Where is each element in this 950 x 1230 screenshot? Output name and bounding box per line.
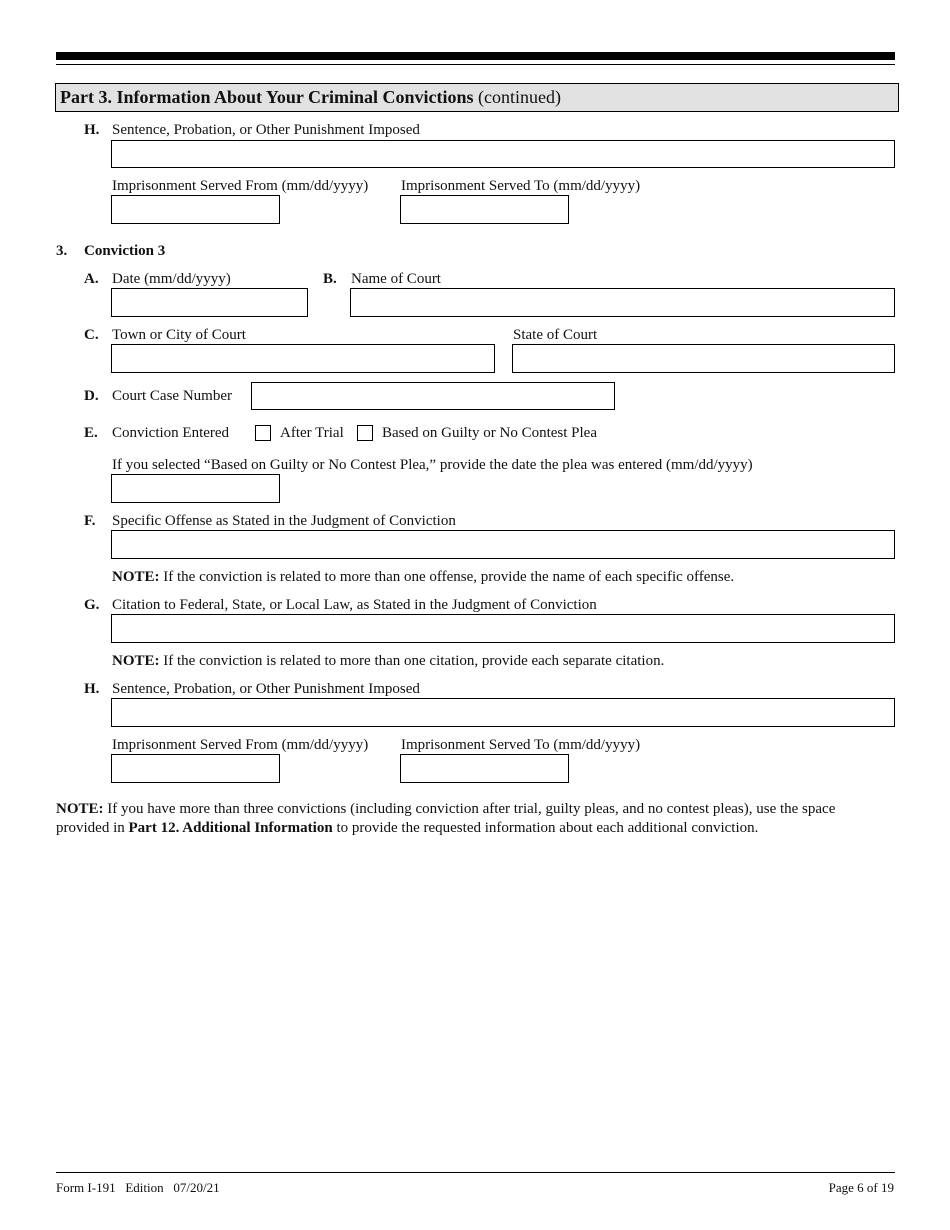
h-letter: H.	[84, 681, 100, 697]
guilty-plea-checkbox[interactable]	[357, 425, 373, 441]
part-suffix: (continued)	[473, 87, 561, 107]
final-note-text1: If you have more than three convictions (including conviction after trial, guilty pleas, and no contest pleas), use the space	[103, 801, 836, 817]
conviction-number: 3.	[56, 243, 68, 259]
final-note-line2	[56, 819, 758, 837]
footer-form-edition: Form I-191 Edition 07/20/21	[56, 1180, 220, 1195]
served-to-label: Imprisonment Served To (mm/dd/yyyy)	[401, 737, 641, 753]
served-to-input[interactable]	[400, 754, 569, 783]
prev-to-label: Imprisonment Served To (mm/dd/yyyy)	[401, 178, 641, 194]
a-letter: A.	[84, 271, 99, 287]
plea-date-input[interactable]	[111, 474, 280, 503]
served-from-input[interactable]	[111, 754, 280, 783]
e-letter: E.	[84, 425, 98, 441]
final-note-part-ref: Part 12. Additional Information	[128, 820, 333, 836]
prev-served-to-input[interactable]	[400, 195, 569, 224]
offense-note-bold: NOTE:	[112, 569, 160, 585]
plea-date-label: If you selected “Based on Guilty or No Contest Plea,” provide the date the plea was entered (mm/dd/yyyy)	[112, 457, 753, 473]
prev-from-label: Imprisonment Served From (mm/dd/yyyy)	[112, 178, 369, 194]
sentence-input[interactable]	[111, 698, 895, 727]
guilty-plea-label: Based on Guilty or No Contest Plea	[382, 425, 597, 441]
d-letter: D.	[84, 388, 99, 404]
top-rule-thin	[56, 64, 895, 65]
court-name-input[interactable]	[350, 288, 895, 317]
citation-label: Citation to Federal, State, or Local Law, as Stated in the Judgment of Conviction	[112, 597, 597, 613]
part-header	[55, 83, 899, 112]
case-number-input[interactable]	[251, 382, 615, 410]
citation-input[interactable]	[111, 614, 895, 643]
footer-rule	[56, 1172, 895, 1173]
citation-note	[112, 652, 664, 670]
court-state-input[interactable]	[512, 344, 895, 373]
citation-note-bold: NOTE:	[112, 653, 160, 669]
court-name-label: Name of Court	[351, 271, 441, 287]
court-city-label: Town or City of Court	[112, 327, 246, 343]
f-letter: F.	[84, 513, 96, 529]
case-number-label: Court Case Number	[112, 388, 232, 404]
court-city-input[interactable]	[111, 344, 495, 373]
top-rule-thick	[56, 52, 895, 60]
conviction-entered-label: Conviction Entered	[112, 425, 230, 441]
final-note-text2c: to provide the requested information about each additional conviction.	[332, 820, 759, 836]
after-trial-label: After Trial	[280, 425, 344, 441]
date-input[interactable]	[111, 288, 308, 317]
court-state-label: State of Court	[513, 327, 598, 343]
prev-h-label: Sentence, Probation, or Other Punishment Imposed	[112, 122, 420, 138]
part-title: Part 3. Information About Your Criminal Convictions	[60, 87, 474, 107]
sentence-label: Sentence, Probation, or Other Punishment Imposed	[112, 681, 420, 697]
offense-note	[112, 568, 734, 586]
after-trial-checkbox[interactable]	[255, 425, 271, 441]
b-letter: B.	[323, 271, 337, 287]
offense-note-text: If the conviction is related to more than one offense, provide the name of each specific offense.	[159, 569, 735, 585]
final-note-bold: NOTE:	[56, 801, 104, 817]
final-note-text2a: provided in	[56, 820, 129, 836]
served-from-label: Imprisonment Served From (mm/dd/yyyy)	[112, 737, 369, 753]
date-label: Date (mm/dd/yyyy)	[112, 271, 231, 287]
offense-input[interactable]	[111, 530, 895, 559]
prev-h-letter: H.	[84, 122, 100, 138]
offense-label: Specific Offense as Stated in the Judgment of Conviction	[112, 513, 456, 529]
c-letter: C.	[84, 327, 99, 343]
conviction-title: Conviction 3	[84, 243, 166, 259]
prev-sentence-input[interactable]	[111, 140, 895, 168]
prev-served-from-input[interactable]	[111, 195, 280, 224]
final-note-line1	[56, 800, 835, 818]
footer-page-number: Page 6 of 19	[828, 1180, 894, 1195]
g-letter: G.	[84, 597, 100, 613]
citation-note-text: If the conviction is related to more than one citation, provide each separate citation.	[159, 653, 665, 669]
